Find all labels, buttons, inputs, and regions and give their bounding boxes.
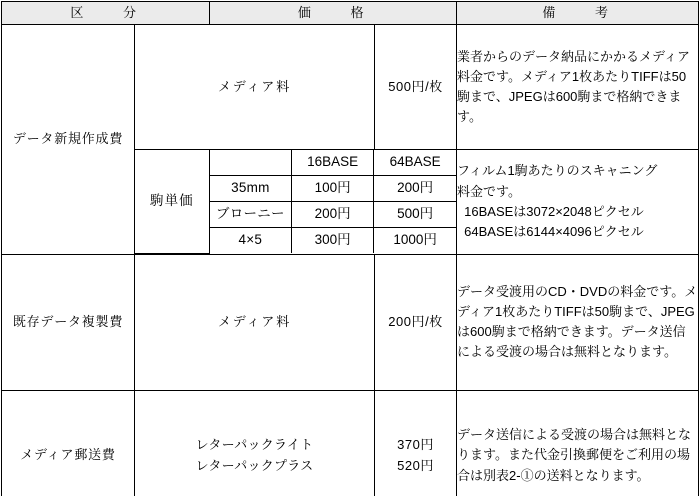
grid-value-35mm-64base: 200円 (374, 176, 456, 202)
grid-col-16base: 16BASE (291, 150, 373, 176)
grid-blank-corner (209, 150, 291, 176)
note-line: フィルム1駒あたりのスキャニング (457, 163, 658, 179)
label-per-frame-price: 駒単価 (135, 150, 209, 253)
price-letterpack-light: 370円 (397, 437, 434, 453)
grid-value-brownie-64base: 500円 (374, 202, 456, 228)
price-media-fee: 500円/枚 (375, 25, 457, 150)
category-existing-data-copy: 既存データ複製費 (2, 254, 135, 390)
price-letterpack-plus: 520円 (397, 457, 434, 473)
item-letterpack-light: レターパックライト (195, 437, 314, 453)
price-media-fee-copy: 200円/枚 (375, 254, 457, 390)
grid-col-64base: 64BASE (374, 150, 456, 176)
category-media-shipping: メディア郵送費 (2, 390, 135, 496)
grid-value-35mm-16base: 100円 (291, 176, 373, 202)
note-existing-data-copy: データ受渡用のCD・DVDの料金です。メディア1枚あたりTIFFは50駒まで、JPEGは600駒まで格納できます。データ送信による受渡の場合は無料となります。 (457, 254, 699, 390)
header-note: 備 考 (457, 2, 699, 25)
table-row (2, 254, 699, 390)
grid-value-4x5-16base: 300円 (291, 228, 373, 254)
note-media-shipping: データ送信による受渡の場合は無料となります。また代金引換郵便をご利用の場合は別表2-①の送料となります。 (457, 390, 699, 496)
header-price: 価 格 (210, 2, 457, 25)
per-frame-grid (135, 150, 456, 254)
per-frame-price-block (135, 150, 457, 255)
item-media-fee: メディア料 (135, 25, 375, 150)
grid-value-4x5-64base: 1000円 (374, 228, 456, 254)
note-new-data-media: 業者からのデータ納品にかかるメディア料金です。メディア1枚あたりTIFFは50駒まで、JPEGは600駒まで格納できます。 (457, 25, 699, 150)
grid-header-row (135, 150, 456, 176)
price-table (1, 1, 699, 496)
grid-label-brownie: ブローニー (209, 202, 291, 228)
item-letterpack-options (135, 390, 375, 496)
table-header-row (2, 2, 699, 25)
table-row (2, 25, 699, 150)
price-letterpack (375, 390, 457, 496)
item-letterpack-plus: レターパックプラス (195, 457, 314, 473)
note-line: 料金です。 (457, 183, 521, 199)
table-row (2, 390, 699, 496)
header-category: 区 分 (2, 2, 210, 25)
grid-value-brownie-16base: 200円 (291, 202, 373, 228)
note-line: 64BASEは6144×4096ピクセル (464, 223, 644, 239)
note-per-frame-price (457, 150, 699, 255)
note-line: 16BASEは3072×2048ピクセル (464, 203, 644, 219)
category-new-data-creation: データ新規作成費 (2, 25, 135, 255)
grid-label-4x5: 4×5 (209, 228, 291, 254)
grid-label-35mm: 35mm (209, 176, 291, 202)
item-media-fee-copy: メディア料 (135, 254, 375, 390)
